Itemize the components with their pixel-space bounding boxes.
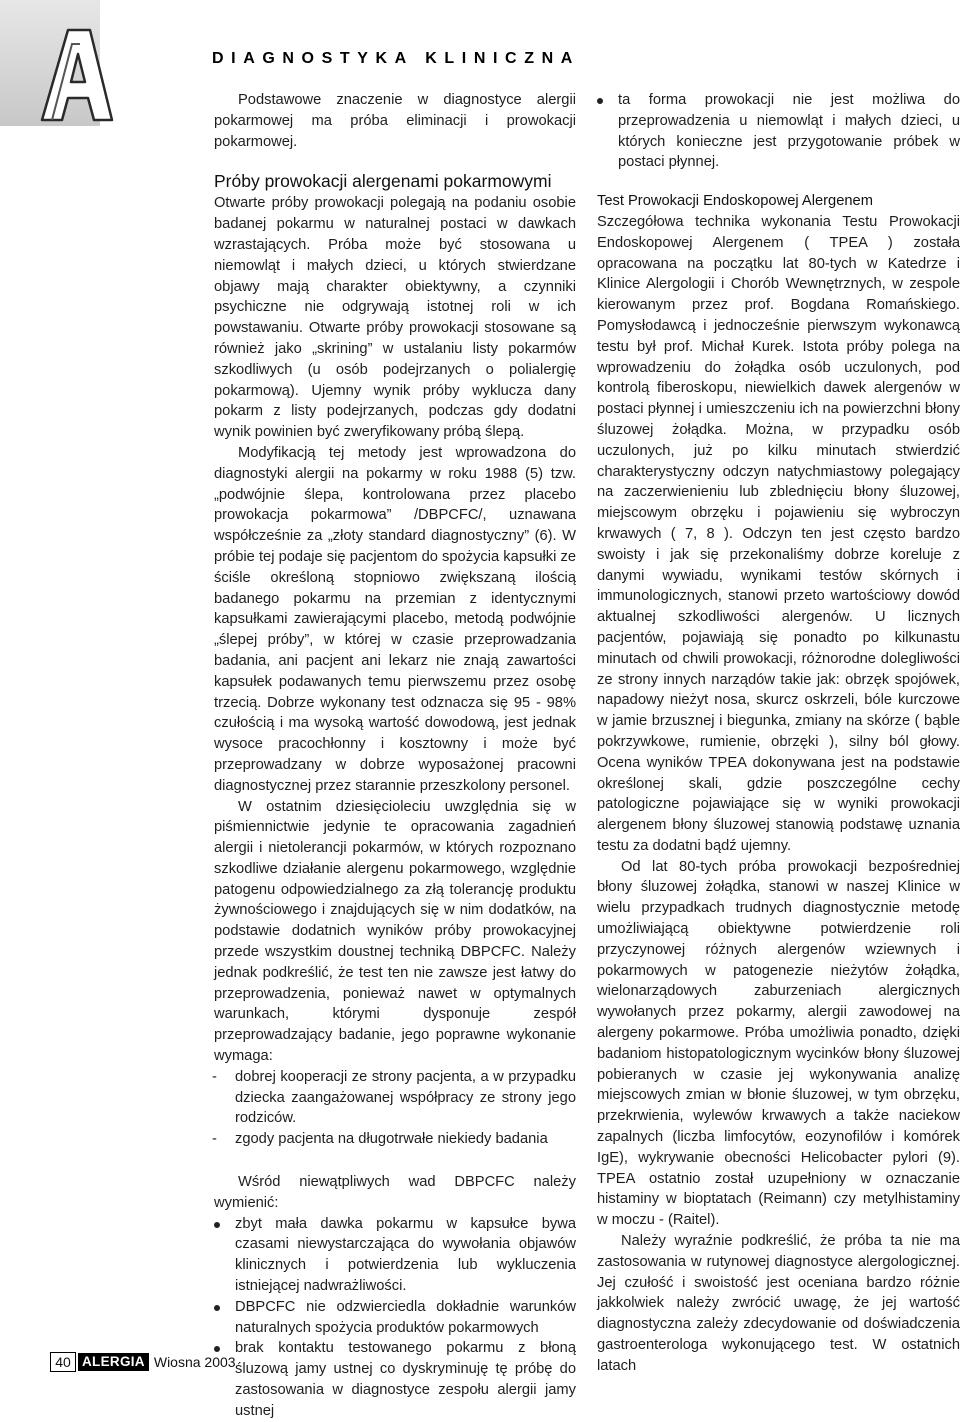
bullet-icon: [214, 1222, 220, 1228]
paragraph: Należy wyraźnie podkreślić, że próba ta nie ma zastosowania w rutynowej diagnostyce alergologicznej. Jej czułość i swoistość jest oceniana bardzo różnie jakkolwiek należy zwrócić uwagę, że jej wartość diagnostyczna zależy zdecydowanie od doświadczenia gastroenterologa wykonującego test. W ostatnich latach: [597, 1233, 960, 1374]
section-heading-provocation: Próby prowokacji alergenami pokarmowymi: [214, 171, 552, 192]
drawbacks-list: [214, 1214, 576, 1422]
paragraph: Szczegółowa technika wykonania Testu Prowokacji Endoskopowej Alergenem ( TPEA ) została opracowana na początku lat 80-tych w Katedrze i Klinice Alergologii i Chorób Wewnętrznych, w zespole kierowanym przez prof. Bogdana Romańskiego. Pomysłodawcą i jednocześnie pierwszym wykonawcą testu był prof. Michał Kurek. Istota próby polega na wprowadzeniu do żołądka osób uczulonych, pod kontrolą fiberoskopu, niewielkich dawek alergenów w postaci płynnej i umieszczeniu ich na powierzchni błony śluzowej żołądka. Można, w przypadku osób uczulonych, już po kilku minutach stwierdzić charakterystyczny odczyn natychmiastowy polegający na zaczerwienieniu lub zblednięciu błony śluzowej, miejscowym obrzęku i pojawieniu się wybroczyn krwawych ( 7, 8 ). Odczyn ten jest często bardzo swoisty i jak się przekonaliśmy dobrze koreluje z danymi wywiadu, wynikami testów skórnych i immunologicznych, stanowi przeto wartościowy dowód aktualnej szkodliwości alergenów. U licznych pacjentów, pojawiają się ponadto po kilkunastu minutach od chwili prowokacji, różnorodne dolegliwości ze strony innych narządów takie jak: obrzęk spojówek, napadowy nieżyt nosa, skurcz oskrzeli, bóle kurczowe w jamie brzusznej i biegunka, zmiany na skórze ( bąble pokrzywkowe, rumienie, obrzęki ), silny ból głowy. Ocena wyników TPEA dokonywana jest na podstawie określonej skali, gdzie poszczególne cechy patologiczne pojawiające się w wyniki prowokacji alergenem błony śluzowej stanowią podstawę uznania testu za dodatni bądź ujemny.: [597, 213, 960, 854]
issue-label: Wiosna 2003: [153, 1354, 236, 1370]
paragraph: Modyfikacją tej metody jest wprowadzona do diagnostyki alergii na pokarmy w roku 1988 (5) tzw. „podwójnie ślepa, kontrolowana przez placebo prowokacja pokarmowa” /DBPCFC/, uznawana współcześnie za „złoty standard diagnostyczny” (6). W próbie tej podaje się pacjentom do spożycia kapsułki ze ściśle określoną stopniowo zwiększaną ilością badanego pokarmu na przemian z identycznymi kapsułkami zawierającymi placebo, metodą podwójnie „ślepej próby”, w której w czasie przeprowadzania badania, ani pacjent ani lekarz nie znają zawartości kapsułek podawanych temu pierwszemu przez osobę trzecią. Dobrze wykonany test odznacza się 95 - 98% czułością i ma wysoką wartość dowodową, jest jednak wysoce pracochłonny i kosztowny i może być przeprowadzany w dobrze wyposażonej pracowni diagnostycznej przez starannie przeszkolony personel.: [214, 444, 576, 794]
right-column: [597, 90, 960, 1377]
paragraph: Od lat 80-tych próba prowokacji bezpośredniej błony śluzowej żołądka, stanowi w naszej Klinice w wielu przypadkach trudnych diagnostycznie metodę umożliwiającą obiektywne potwierdzenie roli przyczynowej różnych alergenów wziewnych i pokarmowych w patogenezie nieżytów żołądka, wielonarządowych zaburzeniach alergicznych wywołanych przez pokarmy, alergii zawodowej na alergeny pokarmowe. Próba umożliwia ponadto, dzięki badaniom histopatologicznym wycinków błony śluzowej pobieranych w czasie jej wykonywania analizę miejscowych zmian w błonie śluzowej, w tym obrzęku, przekrwienia, wylewów krwawych a także naciekow zapalnych (liczba limfocytów, eozynofilów i komórek IgE), wykrywanie obecności Helicobacter pylori (9). TPEA ostatnio został uzupełniony w oznaczanie histaminy w bioptatach (Reimann) czy metylhistaminy w moczu - (Raitel).: [597, 858, 960, 1229]
section-heading-tpea: Test Prowokacji Endoskopowej Alergenem: [597, 193, 873, 210]
page-footer: [50, 1352, 236, 1372]
paragraph: Wśród niewątpliwych wad DBPCFC należy wymienić:: [214, 1174, 576, 1211]
paragraph: Otwarte próby prowokacji polegają na podaniu osobie badanej pokarmu w naturalnej postaci w dawkach wzrastających. Próba może być stosowana u niemowląt i małych dzieci, u których stwierdzane objawy mają charakter obiektywny, a czynniki psychiczne nie odgrywają istotnej roli w ich powstawaniu. Otwarte próby prowokacji stosowane są również jako „skrining” w ustalaniu listy pokarmów szkodliwych (u osób podejrzanych o polialergię pokarmową). Ujemny wynik próby wyklucza dany pokarm z listy podejrzanych, podczas gdy dodatni wynik powinien być zweryfikowany próbą ślepą.: [214, 195, 576, 441]
letter-a-logo-icon: [38, 24, 114, 124]
list-item: - dobrej kooperacji ze strony pacjenta, a w przypadku dziecka zaangażowanej współpracy ze strony jego rodziców.: [212, 1068, 576, 1127]
left-column: [214, 90, 576, 1422]
intro-paragraph: Podstawowe znaczenie w diagnostyce alergii pokarmowej ma próba eliminacji i prowokacji pokarmowej.: [214, 92, 576, 150]
list-item: zbyt mała dawka pokarmu w kapsułce bywa czasami niewystarczająca do wywołania objawów klinicznych i potwierdzenia lub wykluczenia istniejącej nadwrażliwości.: [214, 1214, 576, 1297]
continued-list: [597, 90, 960, 173]
page-number: 40: [50, 1352, 76, 1372]
bullet-icon: [597, 98, 603, 104]
list-item: brak kontaktu testowanego pokarmu z błoną śluzową jamy ustnej co dyskryminuję tę próbę do zastosowania w diagnostyce zespołu alergii jamy ustnej: [214, 1338, 576, 1421]
requirements-list: [214, 1067, 576, 1150]
paragraph: W ostatnim dziesięcioleciu uwzględnia się w piśmiennictwie jedynie te opracowania zagadnień alergii i nietolerancji pokarmów, w których rozpoznano szkodliwe działanie alergenu pokarmowego, względnie patogenu odpowiedzialnego za złą tolerancję produktu żywnościowego i znajdujących się w nim dodatków, na podstawie dodatnich wyników próby prowokacyjnej przede wszystkim doustnej techniką DBPCFC. Należy jednak podkreślić, że test ten nie zawsze jest łatwy do przeprowadzenia, ponieważ nawet w optymalnych warunkach, którymi dysponuje zespół przeprowadzający badanie, jego poprawne wykonanie wymaga:: [214, 798, 576, 1065]
list-item: ta forma prowokacji nie jest możliwa do przeprowadzenia u niemowląt i małych dzieci, u których konieczne jest przygotowanie próbek w postaci płynnej.: [597, 90, 960, 173]
bullet-icon: [214, 1305, 220, 1311]
journal-name: ALERGIA: [78, 1353, 149, 1371]
list-item: DBPCFC nie odzwierciedla dokładnie warunków naturalnych spożycia produktów pokarmowych: [214, 1297, 576, 1339]
section-header: DIAGNOSTYKA KLINICZNA: [212, 50, 580, 67]
list-item: - zgody pacjenta na długotrwałe niekiedy badania: [212, 1131, 548, 1148]
